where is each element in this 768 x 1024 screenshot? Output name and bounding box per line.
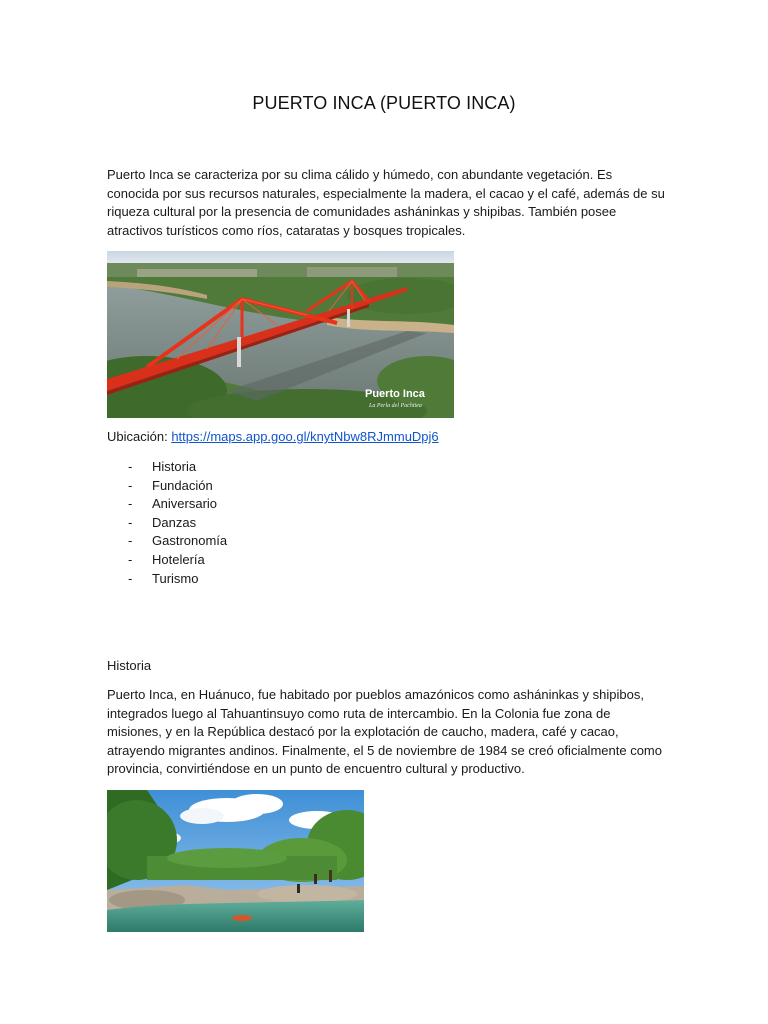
list-bullet: - [128,570,133,586]
list-item-label: Historia [152,459,197,474]
overlay-subtitle: La Perla del Pachitea [369,403,422,409]
list-item-label: Gastronomía [152,533,228,549]
list-item [128,570,227,589]
list-bullet: - [128,533,133,549]
page-title: PUERTO INCA (PUERTO INCA) [252,93,516,113]
list-bullet: - [128,496,133,512]
topic-list [128,458,227,588]
location-label: Ubicación: [107,429,172,444]
list-item [128,495,227,514]
list-item [128,458,227,477]
list-bullet: - [128,551,133,567]
list-bullet: - [128,477,133,493]
list-bullet: - [128,514,133,530]
location-line [107,428,439,446]
list-item-label: Turismo [152,570,199,586]
list-item-label: Danzas [152,514,197,530]
list-item-label: Fundación [152,477,213,493]
bridge-photo [107,251,454,418]
list-item-label: Aniversario [152,496,218,512]
list-item [128,532,227,551]
river-photo [107,790,364,932]
list-item-label: Hotelería [152,551,205,567]
list-item [128,551,227,570]
list-item [128,477,227,496]
location-link[interactable]: https://maps.app.goo.gl/knytNbw8RJmmuDpj6 [171,429,439,444]
history-paragraph: Puerto Inca, en Huánuco, fue habitado por pueblos amazónicos como asháninkas y shipibos, integrados luego al Tahuantinsuyo como ruta de intercambio. En la Colonia fue zona de misiones, y en la República destacó por la explotación de caucho, madera, café y cacao, atrayendo migrantes andinos. Finalmente, el 5 de noviembre de 1984 se creó oficialmente como provincia, convirtiéndose en un punto de encuentro cultural y productivo. [107,687,662,777]
list-item [128,514,227,533]
overlay-title: Puerto Inca [365,388,425,400]
history-heading: Historia [107,658,152,673]
list-bullet: - [128,459,133,474]
intro-paragraph: Puerto Inca se caracteriza por su clima cálido y húmedo, con abundante vegetación. Es conocida por sus recursos naturales, especialmente la madera, el cacao y el café, además de su riqueza cultural por la presencia de comunidades asháninkas y shipibas. También posee atractivos turísticos como ríos, cataratas y bosques tropicales. [107,167,665,238]
